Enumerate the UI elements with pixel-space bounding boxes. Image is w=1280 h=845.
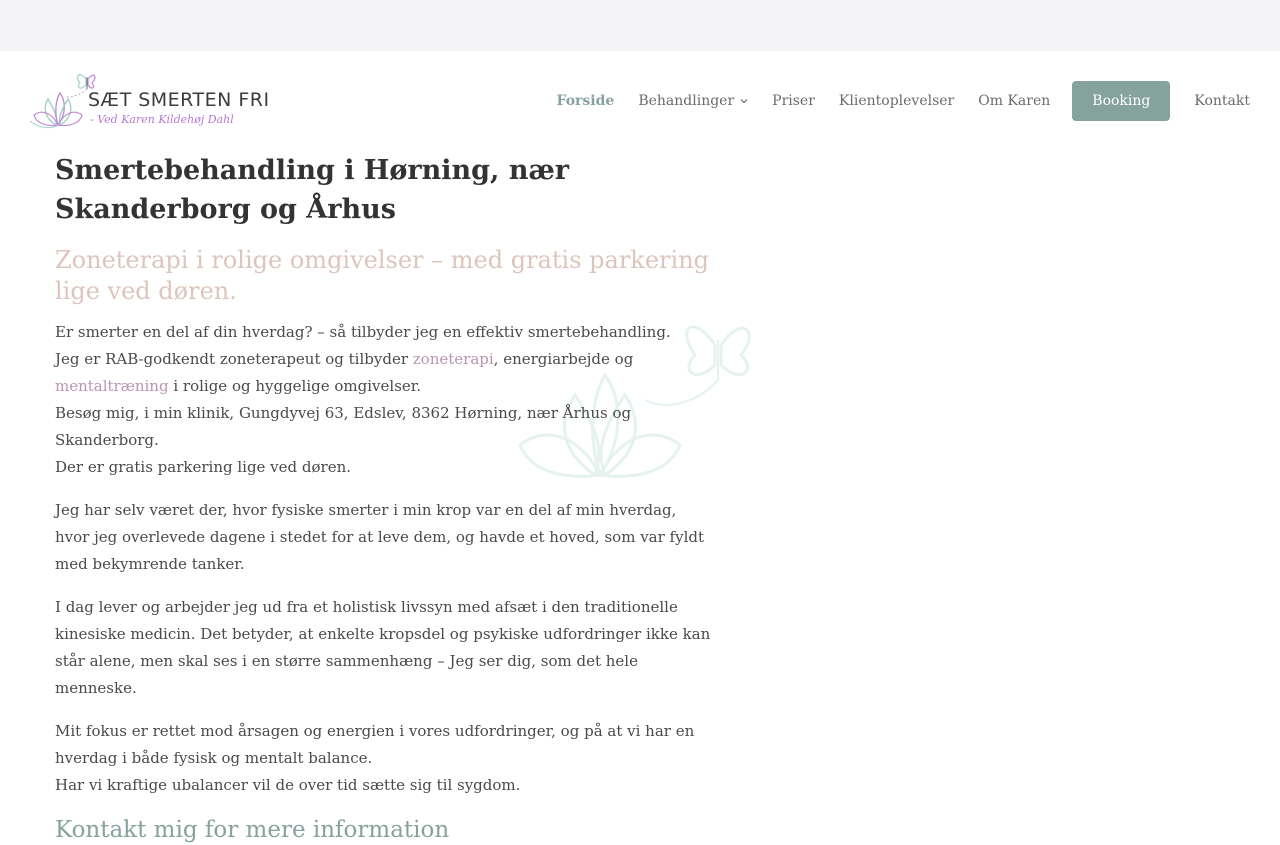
main-content (55, 151, 715, 845)
focus-line-2: Har vi kraftige ubalancer vil de over tid sætte sig til sygdom. (55, 776, 521, 794)
paragraph-experience: Jeg har selv været der, hvor fysiske smerter i min krop var en del af min hverdag, hvor jeg overlevede dagene i stedet for at leve dem, og havde et hoved, som var fyldt med bekymrende tanker. (55, 501, 704, 573)
intro-line-2-middle: , energiarbejde og (493, 350, 634, 368)
top-bar (0, 0, 1280, 51)
site-logo[interactable] (28, 69, 270, 133)
intro-line-2-before: Jeg er RAB-godkendt zoneterapeut og tilbyder (55, 350, 413, 368)
main-navigation (533, 81, 1250, 121)
nav-item-om-karen[interactable] (978, 93, 1050, 109)
nav-item-kontakt[interactable] (1194, 93, 1250, 109)
nav-item-label: Klientoplevelser (838, 93, 955, 109)
chevron-down-icon (740, 97, 748, 105)
nav-item-label: Forside (556, 93, 615, 109)
zoneterapi-link[interactable]: zoneterapi (412, 350, 494, 368)
nav-item-behandlinger[interactable] (638, 93, 748, 109)
focus-line-1: Mit fokus er rettet mod årsagen og energien i vores udfordringer, og på at vi har en hverdag i både fysisk og mentalt balance. (55, 722, 695, 767)
intro-paragraph (55, 319, 715, 481)
nav-item-klientoplevelser[interactable] (839, 93, 954, 109)
nav-item-label: Behandlinger (638, 93, 735, 109)
intro-line-3: Besøg mig, i min klinik, Gungdyvej 63, Edslev, 8362 Hørning, nær Århus og Skanderborg. (55, 404, 632, 449)
intro-line-4: Der er gratis parkering lige ved døren. (55, 458, 352, 476)
site-header (0, 51, 1280, 151)
intro-line-1: Er smerter en del af din hverdag? – så tilbyder jeg en effektiv smertebehandling. (55, 323, 671, 341)
booking-button[interactable] (1072, 81, 1170, 121)
contact-heading: Kontakt mig for mere information (55, 817, 450, 843)
paragraph-focus (55, 718, 715, 799)
nav-item-label: Om Karen (978, 93, 1051, 109)
page-subtitle: Zoneterapi i rolige omgivelser – med gratis parkering lige ved døren. (55, 246, 710, 305)
logo-title: SÆT SMERTEN FRI (88, 89, 270, 111)
nav-item-label: Kontakt (1194, 93, 1250, 109)
mentaltraening-link[interactable]: mentaltræning (55, 377, 169, 395)
logo-subtitle: - Ved Karen Kildehøj Dahl (90, 113, 234, 126)
page-title: Smertebehandling i Hørning, nær Skanderborg og Århus (55, 155, 570, 225)
nav-item-label: Priser (772, 93, 815, 109)
paragraph-holistic: I dag lever og arbejder jeg ud fra et holistisk livssyn med afsæt i den traditionelle kinesiske medicin. Det betyder, at enkelte kropsdel og psykiske udfordringer ikke kan står alene, men skal ses i en større sammenhæng – Jeg ser dig, som det hele menneske. (55, 598, 711, 697)
nav-item-priser[interactable] (772, 93, 815, 109)
intro-line-2-after: i rolige og hyggelige omgivelser. (168, 377, 422, 395)
booking-button-label: Booking (1092, 93, 1151, 109)
nav-item-forside[interactable] (557, 93, 615, 109)
